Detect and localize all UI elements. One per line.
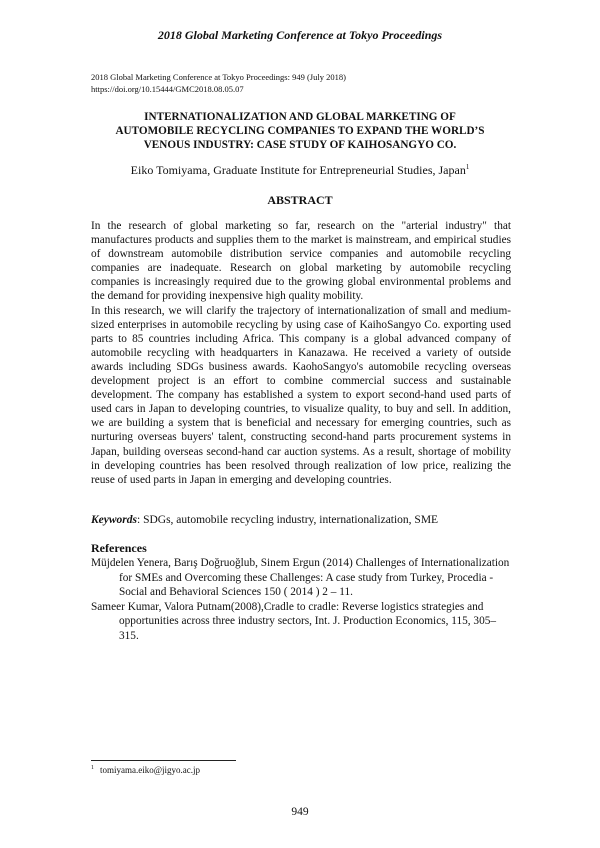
keywords-text: : SDGs, automobile recycling industry, internationalization, SME: [137, 514, 439, 526]
title-line: VENOUS INDUSTRY: CASE STUDY OF KAIHOSANGYO CO.: [143, 139, 457, 151]
abstract-paragraph: In this research, we will clarify the trajectory of internationalization of small and medium-sized enterprises in automobile recycling by using case of KaihoSangyo Co. exporting used parts to 85 countries including Africa. This company is a global advanced company of automobile recycling with headquarters in Kanazawa. He received a variety of outside awards including SDGs business awards. KaohoSangyo's automobile recycling overseas development project is an effort to combine commercial success and sustainable development. The company has established a system to export second-hand used parts of used cars in Japan to developing countries, to visualize quality, to buy and sell. In addition, we are building a system that is beneficial and necessary for emerging countries, such as nurturing overseas buyers' talent, constructing second-hand parts procurement systems in Japan, building overseas second-hand car auction systems. As a result, shortage of mobility in developing countries has been resolved through realization of low price, realizing the reuse of used parts in Japan in emerging and developing countries.: [91, 304, 511, 486]
page-number: 949: [291, 806, 309, 818]
references-list: [91, 556, 511, 644]
keywords-label: Keywords: [91, 514, 137, 526]
reference-item: Müjdelen Yenera, Barış Doğruoğlub, Sinem Ergun (2014) Challenges of Internationalization for SMEs and Overcoming these Challenges: A case study from Turkey, Procedia - Social and Behavioral Sciences 150 ( 2014 ) 2 – 11.: [91, 557, 510, 599]
title-line: INTERNATIONALIZATION AND GLOBAL MARKETING OF: [144, 111, 456, 123]
footnote-email[interactable]: tomiyama.eiko@jigyo.ac.jp: [100, 765, 201, 775]
footnote-divider: [91, 760, 236, 761]
doi-link[interactable]: https://doi.org/10.15444/GMC2018.08.05.07: [91, 84, 244, 94]
running-header: 2018 Global Marketing Conference at Tokyo Proceedings: [157, 28, 443, 42]
title-line: AUTOMOBILE RECYCLING COMPANIES TO EXPAND THE WORLD’S: [115, 125, 485, 137]
footnote: [91, 765, 200, 775]
abstract-heading: ABSTRACT: [267, 193, 333, 207]
abstract-paragraph: In the research of global marketing so far, research on the "arterial industry" that manufactures products and supplies them to the market is mainstream, and empirical studies of downstream automobile distribution service companies and automobile recycling companies are inadequate. Research on global marketing by automobile recycling companies is increasingly required due to the growing global environmental problems and the demand for providing inexpensive high quality mobility.: [91, 220, 511, 303]
keywords: [91, 514, 511, 526]
author-text: Eiko Tomiyama, Graduate Institute for Entrepreneurial Studies, Japan: [130, 163, 466, 177]
citation-line: 2018 Global Marketing Conference at Tokyo Proceedings: 949 (July 2018): [91, 72, 346, 82]
reference-item: Sameer Kumar, Valora Putnam(2008),Cradle to cradle: Reverse logistics strategies and opportunities across three industry sectors, Int. J. Production Economics, 115, 305– 315.: [91, 600, 497, 642]
author-footnote-mark: 1: [465, 163, 470, 171]
references-heading: References: [91, 541, 147, 555]
abstract-body: [91, 219, 511, 487]
author-line: [80, 163, 520, 178]
footnote-mark: 1: [91, 765, 94, 771]
citation-block: [91, 71, 511, 95]
paper-title: [80, 110, 520, 152]
